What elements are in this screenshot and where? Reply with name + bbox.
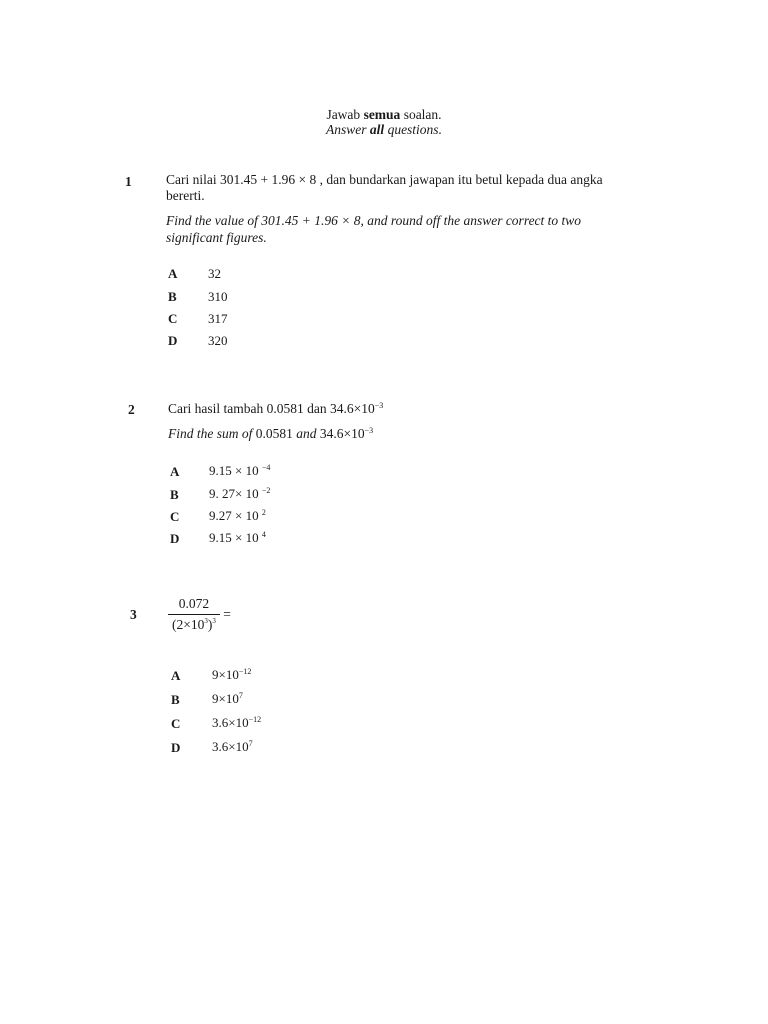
q2-option-d-exp: 4: [261, 530, 266, 539]
q3-option-d-exp: 7: [248, 739, 253, 748]
instruction-english-bold: all: [369, 122, 385, 137]
q3-option-c-letter[interactable]: C: [171, 716, 181, 731]
q3-option-c-base: 3.6×10: [212, 715, 249, 730]
q3-option-d-value[interactable]: [212, 739, 253, 755]
instruction-english-text: Answer: [326, 122, 370, 137]
q3-option-d-letter[interactable]: D: [171, 740, 181, 755]
instruction-malay-text: Jawab: [326, 107, 364, 122]
q1-option-b-letter[interactable]: B: [168, 289, 177, 304]
q2-option-c-exp: 2: [261, 508, 266, 517]
q1-option-d-letter[interactable]: D: [168, 333, 178, 348]
q3-option-d-base: 3.6×10: [212, 739, 249, 754]
instruction-english: [0, 122, 768, 138]
q3-option-a-value[interactable]: [212, 667, 251, 683]
instruction-malay: [0, 107, 768, 123]
q3-option-b-base: 9×10: [212, 691, 239, 706]
question-2-malay-exp: −3: [374, 401, 384, 410]
q3-option-b-letter[interactable]: B: [171, 692, 180, 707]
q3-option-a-exp: −12: [238, 667, 252, 676]
question-3-number: 3: [130, 607, 137, 622]
q1-option-c-value[interactable]: 317: [208, 311, 228, 326]
question-1-english-line1: Find the value of 301.45 + 1.96 × 8, and round off the answer correct to two: [166, 213, 582, 228]
question-2-malay-text: Cari hasil tambah 0.0581 dan: [168, 401, 330, 416]
question-2-malay-expr: 34.6×10: [329, 401, 375, 416]
question-2-english-and: and: [292, 426, 320, 441]
question-1-malay-line2: bererti.: [166, 188, 205, 203]
question-3-numerator: 0.072: [178, 596, 210, 611]
q2-option-d-letter[interactable]: D: [170, 531, 180, 546]
q2-option-c-value[interactable]: [209, 508, 266, 524]
question-3-fraction: [168, 596, 220, 633]
q1-option-d-value[interactable]: 320: [208, 333, 228, 348]
question-3-equals: =: [223, 606, 231, 622]
q3-option-a-base: 9×10: [212, 667, 239, 682]
q3-option-a-letter[interactable]: A: [171, 668, 181, 683]
question-1-english-line2: significant figures.: [166, 230, 267, 245]
question-3-den-inner-exp: 3: [204, 617, 208, 625]
q1-option-a-letter[interactable]: A: [168, 266, 178, 281]
question-2-number: 2: [128, 402, 135, 417]
q2-option-c-base: 9.27 × 10: [209, 508, 259, 523]
question-2-english-value: 0.0581: [255, 426, 293, 441]
q2-option-c-letter[interactable]: C: [170, 509, 180, 524]
q2-option-a-base: 9.15 × 10: [209, 463, 259, 478]
q2-option-d-base: 9.15 × 10: [209, 530, 259, 545]
q2-option-a-exp: −4: [261, 463, 271, 472]
question-1-number: 1: [125, 174, 132, 189]
q2-option-b-base: 9. 27× 10: [209, 486, 259, 501]
q1-option-b-value[interactable]: 310: [208, 289, 228, 304]
q3-option-b-exp: 7: [238, 691, 243, 700]
question-2-english-expr: 34.6×10: [319, 426, 365, 441]
question-2-malay: [168, 401, 383, 417]
q2-option-b-exp: −2: [261, 486, 271, 495]
q1-option-a-value[interactable]: 32: [208, 266, 221, 281]
instruction-english-text-end: questions.: [384, 122, 442, 137]
question-3-den-close: ): [207, 617, 213, 632]
question-3-denominator: [168, 614, 220, 633]
question-2-english-exp: −3: [364, 426, 374, 435]
question-3-den-outer-exp: 3: [212, 617, 216, 625]
q2-option-b-value[interactable]: [209, 486, 270, 502]
question-1-malay-line1: Cari nilai 301.45 + 1.96 × 8 , dan bundarkan jawapan itu betul kepada dua angka: [166, 172, 603, 187]
q2-option-a-value[interactable]: [209, 463, 270, 479]
question-3-expression: [168, 596, 231, 633]
question-2-english-text: Find the sum of: [168, 426, 256, 441]
q3-option-c-exp: −12: [248, 715, 262, 724]
question-3-den-open: (2×10: [172, 617, 205, 632]
q3-option-c-value[interactable]: [212, 715, 261, 731]
q1-option-c-letter[interactable]: C: [168, 311, 178, 326]
instruction-malay-bold: semua: [363, 107, 401, 122]
instruction-malay-text-end: soalan.: [400, 107, 442, 122]
q2-option-d-value[interactable]: [209, 530, 266, 546]
q3-option-b-value[interactable]: [212, 691, 243, 707]
q2-option-a-letter[interactable]: A: [170, 464, 180, 479]
q2-option-b-letter[interactable]: B: [170, 487, 179, 502]
question-2-english: [168, 426, 373, 442]
